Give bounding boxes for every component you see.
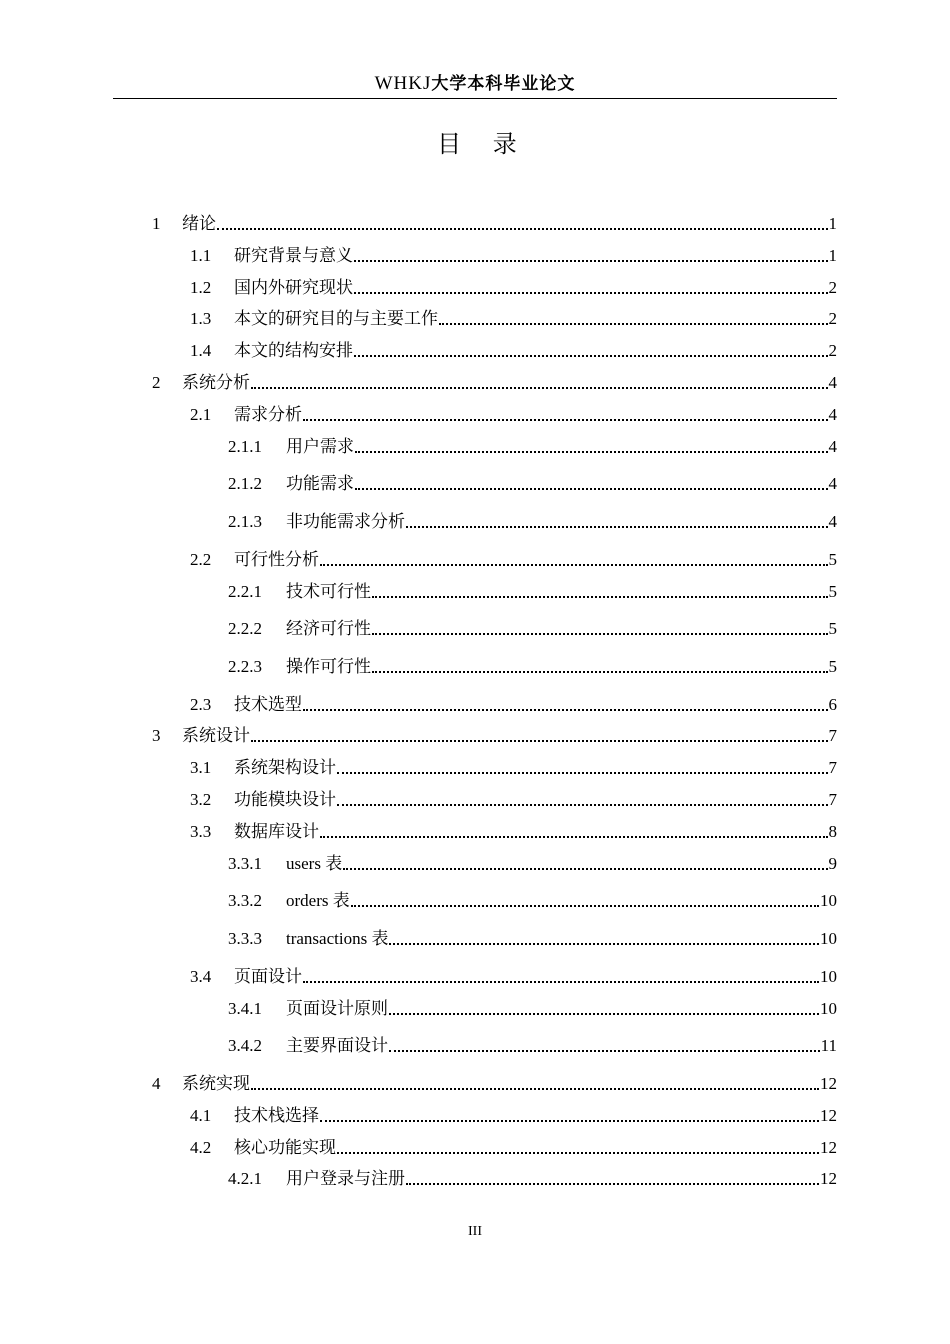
toc-entry-title: 用户登录与注册: [286, 1169, 405, 1188]
toc-entry-title: transactions 表: [286, 929, 389, 948]
toc-entry-number: 3.4.2: [228, 1036, 262, 1055]
toc-leader-dots: [439, 323, 828, 325]
toc-entry-title: 主要界面设计: [286, 1036, 388, 1055]
toc-entry-title: 核心功能实现: [234, 1138, 336, 1157]
toc-entry-page: 5: [828, 657, 837, 676]
toc-entry-title: 功能模块设计: [234, 790, 336, 809]
toc-entry-number: 2.1: [190, 405, 212, 424]
toc-entry-page: 4: [828, 437, 837, 456]
toc-leader-dots: [354, 292, 828, 294]
toc-leader-dots: [320, 836, 828, 838]
toc-entry-number: 1.3: [190, 309, 212, 328]
toc-entry-number: 2.1.3: [228, 512, 262, 531]
toc-entry-title: orders 表: [286, 891, 350, 910]
toc-entry-page: 12: [820, 1169, 837, 1188]
toc-entry-title: 用户需求: [286, 437, 354, 456]
toc-leader-dots: [372, 596, 828, 598]
toc-title: 目 录: [437, 130, 529, 158]
toc-entry-number: 2.1.2: [228, 474, 262, 493]
toc-entry-title: 系统实现: [182, 1074, 250, 1093]
header-prefix: WHKJ: [374, 73, 432, 94]
toc-entry-title: 页面设计: [234, 967, 302, 986]
toc-entry-title: 功能需求: [286, 474, 354, 493]
toc-entry-page: 6: [828, 695, 837, 714]
toc-entry-page: 5: [828, 619, 837, 638]
toc-entry-page: 1: [828, 246, 837, 265]
toc-entry-title: 技术可行性: [286, 582, 371, 601]
toc-leader-dots: [406, 526, 828, 528]
toc-entry[interactable]: [190, 340, 837, 362]
toc-entry[interactable]: [228, 436, 837, 458]
toc-entry-title: 本文的结构安排: [234, 341, 353, 360]
toc-entry[interactable]: [190, 757, 837, 779]
page-header: [113, 70, 837, 98]
toc-leader-dots: [389, 1013, 819, 1015]
toc-entry[interactable]: [190, 1137, 837, 1159]
toc-entry-number: 4.1: [190, 1106, 212, 1125]
toc-entry[interactable]: [228, 581, 837, 603]
toc-entry-title: 需求分析: [234, 405, 302, 424]
toc-leader-dots: [303, 981, 819, 983]
toc-entry-page: 7: [828, 758, 837, 777]
toc-entry-number: 1.1: [190, 246, 212, 265]
toc-entry[interactable]: [228, 473, 837, 495]
toc-leader-dots: [337, 772, 828, 774]
toc-entry[interactable]: [228, 928, 837, 950]
toc-entry-number: 4.2: [190, 1138, 212, 1157]
toc-entry-page: 12: [820, 1106, 837, 1125]
toc-leader-dots: [372, 671, 828, 673]
toc-entry-title: 系统分析: [182, 373, 250, 392]
toc-leader-dots: [217, 228, 828, 230]
toc-entry-title: 系统架构设计: [234, 758, 336, 777]
toc-entry-page: 4: [828, 474, 837, 493]
toc-entry[interactable]: [190, 245, 837, 267]
toc-entry-number: 4.2.1: [228, 1169, 262, 1188]
toc-leader-dots: [389, 943, 819, 945]
toc-entry-title: 绪论: [182, 214, 216, 233]
toc-entry-page: 12: [820, 1138, 837, 1157]
toc-entry-page: 10: [820, 929, 837, 948]
toc-entry[interactable]: [228, 1168, 837, 1190]
toc-leader-dots: [251, 740, 828, 742]
toc-entry-number: 2.2: [190, 550, 212, 569]
toc-entry-number: 2.3: [190, 695, 212, 714]
toc-entry-title: 国内外研究现状: [234, 278, 353, 297]
toc-entry[interactable]: [190, 277, 837, 299]
toc-entry-page: 10: [820, 967, 837, 986]
page-number: III: [468, 1224, 482, 1239]
toc-leader-dots: [303, 709, 828, 711]
toc-entry[interactable]: [228, 511, 837, 533]
toc-entry-number: 1.2: [190, 278, 212, 297]
toc-entry-number: 3.3.1: [228, 854, 262, 873]
toc-entry-page: 10: [820, 891, 837, 910]
toc-entry[interactable]: [190, 404, 837, 426]
toc-entry-number: 3.2: [190, 790, 212, 809]
toc-leader-dots: [355, 451, 828, 453]
toc-entry-number: 3.3.3: [228, 929, 262, 948]
toc-entry-page: 10: [820, 999, 837, 1018]
toc-entry-page: 5: [828, 550, 837, 569]
toc-entry-number: 2.1.1: [228, 437, 262, 456]
toc-leader-dots: [351, 905, 819, 907]
toc-entry-page: 2: [828, 341, 837, 360]
toc-entry-page: 7: [828, 726, 837, 745]
toc-leader-dots: [355, 488, 828, 490]
toc-leader-dots: [406, 1183, 819, 1185]
toc-leader-dots: [354, 260, 828, 262]
toc-entry-page: 4: [828, 373, 837, 392]
toc-leader-dots: [354, 355, 828, 357]
toc-entry-number: 1: [152, 214, 161, 233]
toc-entry[interactable]: [190, 549, 837, 571]
header-rule: [113, 98, 837, 99]
toc-entry-title: 页面设计原则: [286, 999, 388, 1018]
toc-entry-page: 11: [820, 1036, 837, 1055]
toc-leader-dots: [337, 1152, 819, 1154]
toc-entry-page: 9: [828, 854, 837, 873]
toc-entry-title: 经济可行性: [286, 619, 371, 638]
toc-entry[interactable]: [152, 213, 837, 235]
toc-entry[interactable]: [152, 1073, 837, 1095]
toc-entry-page: 4: [828, 405, 837, 424]
toc-entry-page: 4: [828, 512, 837, 531]
toc-entry-page: 8: [828, 822, 837, 841]
toc-entry-number: 2.2.2: [228, 619, 262, 638]
toc-entry-number: 2.2.3: [228, 657, 262, 676]
toc-entry-number: 1.4: [190, 341, 212, 360]
toc-entry[interactable]: [228, 998, 837, 1020]
toc-entry-title: 系统设计: [182, 726, 250, 745]
toc-entry-title: 本文的研究目的与主要工作: [234, 309, 438, 328]
toc-entry[interactable]: [190, 308, 837, 330]
toc-entry-number: 3.4: [190, 967, 212, 986]
toc-entry-number: 3.1: [190, 758, 212, 777]
toc-entry[interactable]: [190, 821, 837, 843]
toc-entry-title: 非功能需求分析: [286, 512, 405, 531]
toc-entry[interactable]: [190, 966, 837, 988]
toc-entry-page: 12: [820, 1074, 837, 1093]
toc-leader-dots: [303, 419, 828, 421]
toc-entry-title: 技术选型: [234, 695, 302, 714]
toc-entry-number: 4: [152, 1074, 161, 1093]
toc-entry[interactable]: [152, 725, 837, 747]
toc-entry[interactable]: [228, 1035, 837, 1057]
toc-leader-dots: [320, 564, 828, 566]
toc-entry-title: 数据库设计: [234, 822, 319, 841]
toc-entry-title: 操作可行性: [286, 657, 371, 676]
toc-entry-number: 3.3.2: [228, 891, 262, 910]
toc-entry-title: 技术栈选择: [234, 1106, 319, 1125]
toc-entry-title: 研究背景与意义: [234, 246, 353, 265]
toc-entry-page: 5: [828, 582, 837, 601]
toc-leader-dots: [389, 1050, 820, 1052]
toc-entry[interactable]: [152, 372, 837, 394]
toc-entry-page: 1: [828, 214, 837, 233]
toc-leader-dots: [251, 387, 828, 389]
toc-entry-title: users 表: [286, 854, 343, 873]
toc-entry[interactable]: [190, 1105, 837, 1127]
toc-leader-dots: [320, 1120, 819, 1122]
toc-entry-page: 7: [828, 790, 837, 809]
toc-entry[interactable]: [190, 789, 837, 811]
toc-entry-title: 可行性分析: [234, 550, 319, 569]
header-title: 大学本科毕业论文: [431, 74, 576, 94]
toc-entry-number: 3.3: [190, 822, 212, 841]
toc-leader-dots: [251, 1088, 819, 1090]
toc-entry-page: 2: [828, 309, 837, 328]
toc-entry[interactable]: [228, 656, 837, 678]
toc-entry[interactable]: [190, 694, 837, 716]
toc-entry-number: 2.2.1: [228, 582, 262, 601]
toc-entry-page: 2: [828, 278, 837, 297]
toc-leader-dots: [343, 868, 827, 870]
toc-leader-dots: [372, 633, 828, 635]
toc-leader-dots: [337, 804, 828, 806]
toc-entry[interactable]: [228, 890, 837, 912]
toc-entry-number: 3.4.1: [228, 999, 262, 1018]
toc-entry-number: 3: [152, 726, 161, 745]
toc-entry[interactable]: [228, 853, 837, 875]
toc-entry[interactable]: [228, 618, 837, 640]
toc-entry-number: 2: [152, 373, 161, 392]
